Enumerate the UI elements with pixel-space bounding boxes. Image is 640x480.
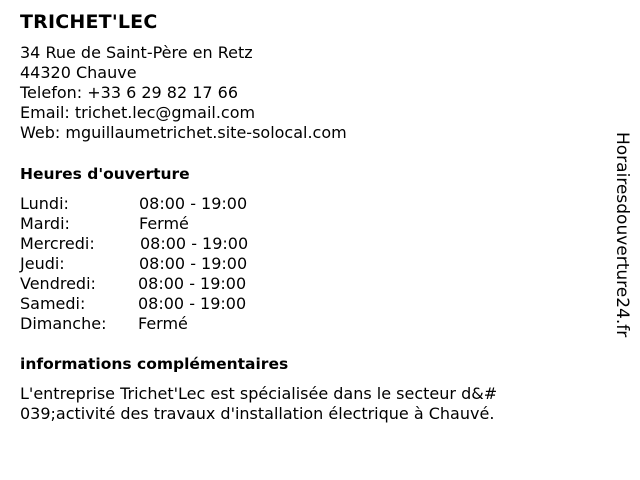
opening-hours-heading: Heures d'ouverture — [20, 165, 190, 183]
day-label: Lundi: — [20, 194, 69, 213]
day-label: Dimanche: — [20, 314, 107, 333]
watermark-text: Horairesdouverture24.fr — [612, 132, 632, 338]
day-hours: 08:00 - 19:00 — [139, 254, 248, 273]
day-hours: Fermé — [138, 314, 188, 333]
email-line[interactable]: Email: trichet.lec@gmail.com — [20, 103, 256, 122]
day-hours: 08:00 - 19:00 — [140, 234, 249, 253]
info-text-line: 039;activité des travaux d'installation électrique à Chauvé. — [20, 404, 495, 423]
day-label: Jeudi: — [20, 254, 65, 273]
phone-line[interactable]: Telefon: +33 6 29 82 17 66 — [20, 83, 239, 102]
additional-info-heading: informations complémentaires — [20, 355, 289, 373]
web-line[interactable]: Web: mguillaumetrichet.site-solocal.com — [20, 123, 347, 142]
address-city: 44320 Chauve — [20, 63, 137, 82]
info-text-line: L'entreprise Trichet'Lec est spécialisée dans le secteur d&# — [20, 384, 498, 403]
day-hours: 08:00 - 19:00 — [138, 294, 247, 313]
day-label: Samedi: — [20, 294, 86, 313]
address-street: 34 Rue de Saint-Père en Retz — [20, 43, 253, 62]
day-label: Mercredi: — [20, 234, 95, 253]
business-name: TRICHET'LEC — [20, 11, 158, 33]
site-watermark — [612, 132, 632, 372]
additional-info-text — [20, 384, 600, 424]
day-hours: 08:00 - 19:00 — [139, 194, 248, 213]
day-label: Vendredi: — [20, 274, 96, 293]
day-hours: Fermé — [139, 214, 189, 233]
day-label: Mardi: — [20, 214, 70, 233]
contact-block — [20, 43, 347, 143]
day-hours: 08:00 - 19:00 — [138, 274, 247, 293]
